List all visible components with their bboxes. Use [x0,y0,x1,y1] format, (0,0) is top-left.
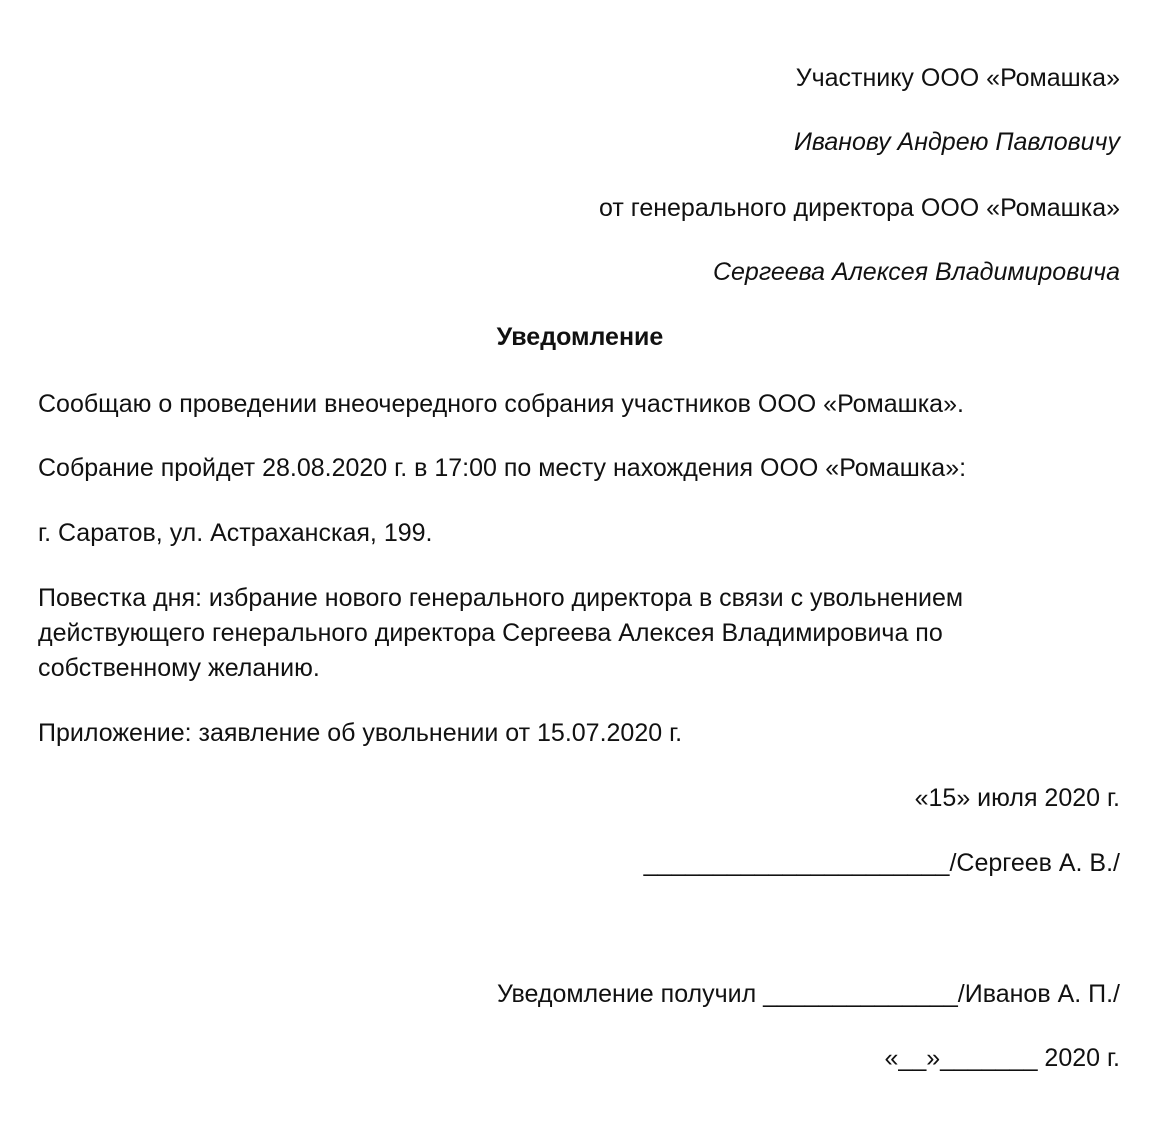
addressee-line-3: от генерального директора ООО «Ромашка» [599,194,1120,222]
addressee-line-2: Иванову Андрею Павловичу [793,128,1120,156]
attachment-line: Приложение: заявление об увольнении от 15.07.2020 г. [38,719,683,747]
addressee-line-4: Сергеева Алексея Владимировича [712,258,1120,286]
agenda-line-3: собственному желанию. [38,654,320,682]
signature-date: «15» июля 2020 г. [914,784,1120,812]
body-paragraph-3: г. Саратов, ул. Астраханская, 199. [38,519,433,547]
receipt-date: «__»_______ 2020 г. [884,1044,1120,1072]
document-title: Уведомление [496,323,664,351]
addressee-line-1: Участнику ООО «Ромашка» [795,64,1120,92]
signature-line: ______________________/Сергеев А. В./ [643,849,1120,877]
receipt-line: Уведомление получил ______________/Иванов А. П./ [497,980,1120,1008]
agenda-line-1: Повестка дня: избрание нового генерального директора в связи с увольнением [38,584,964,612]
body-paragraph-2: Собрание пройдет 28.08.2020 г. в 17:00 по месту нахождения ООО «Ромашка»: [38,454,967,482]
body-paragraph-1: Сообщаю о проведении внеочередного собрания участников ООО «Ромашка». [38,390,964,418]
agenda-line-2: действующего генерального директора Сергеева Алексея Владимировича по [38,619,943,647]
